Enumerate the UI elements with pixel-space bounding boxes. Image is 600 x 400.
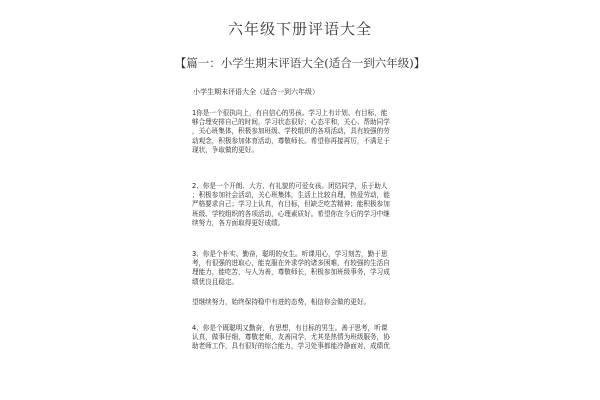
paragraph-line: 1你是一个很执向上，有自信心的男孩。学习上有计划、有目标，能 bbox=[192, 109, 388, 117]
comment-paragraph-3 bbox=[192, 250, 416, 287]
paragraph-line: 望继续努力，始终保持稳中有进的态势，相信你会做的更好。 bbox=[192, 298, 371, 306]
paragraph-line: 考，有很强的进取心，能克服在外求学的诸多困难，有较强的生活自 bbox=[192, 259, 390, 268]
paragraph-line: 严格要求自己；学习上认真，有目标，但缺乏吃苦精神；能积极参加 bbox=[192, 200, 390, 209]
document-heading: 小学生期末评语大全（适合一到六年级） bbox=[193, 88, 319, 96]
paragraph-line: 4、你是个既聪明又勤奋，有思想，有目标的男生。善于思考，听课 bbox=[192, 324, 388, 332]
paragraph-line: 动观念，积极参加体育活动，尊敬师长。希望你再接再厉，不满足于 bbox=[192, 136, 390, 145]
section-subtitle: 【篇一：小学生期末评语大全(适合一到六年级)】 bbox=[174, 56, 426, 70]
page-title: 六年级下册评语大全 bbox=[227, 20, 372, 38]
document-scan bbox=[186, 76, 420, 400]
paragraph-line: 3、你是个朴实、勤奋，聪明的女生。听课用心，学习刻苦，勤于思 bbox=[192, 250, 388, 258]
paragraph-line: ，关心班集体，积极参加班级、学校组织的各项活动，具有较强的劳 bbox=[192, 127, 390, 136]
paragraph-line: 续努力，各方面取得更好成绩。 bbox=[192, 218, 285, 227]
paragraph-line: 绩优良且稳定。 bbox=[192, 277, 239, 286]
paragraph-line: 班级、学校组织的各项活动，心理素质好。希望你在今后的学习中继 bbox=[192, 209, 390, 218]
paragraph-line: 助老师工作，具有很好的综合能力，学习处事都能冷静面对，成绩优 bbox=[192, 342, 390, 351]
paragraph-line: 认真，做事仔细，尊敬老师，友善同学，尤其是热情为班级服务，协 bbox=[192, 333, 390, 342]
comment-paragraph-closing bbox=[192, 298, 416, 307]
paragraph-line: 2、你是一个开朗、大方、有礼貌的可爱女孩。团结同学，乐于助人 bbox=[192, 182, 388, 190]
comment-paragraph-2 bbox=[192, 182, 416, 228]
paragraph-line: ；积极参加社会活动，关心班集体，生活上比较自理，热爱劳动，能 bbox=[192, 191, 390, 200]
paragraph-line: 理能力，能吃苦，与人为善，尊敬师长，积极参加班级事务，学习成 bbox=[192, 268, 390, 277]
comment-paragraph-4 bbox=[192, 324, 416, 352]
paragraph-line: 够合理安排自己的时间，学习状态很好；心态平和，关心、帮助同学 bbox=[192, 118, 390, 127]
paragraph-line: 现状，争取做的更好。 bbox=[192, 145, 258, 154]
comment-paragraph-1 bbox=[192, 109, 416, 155]
